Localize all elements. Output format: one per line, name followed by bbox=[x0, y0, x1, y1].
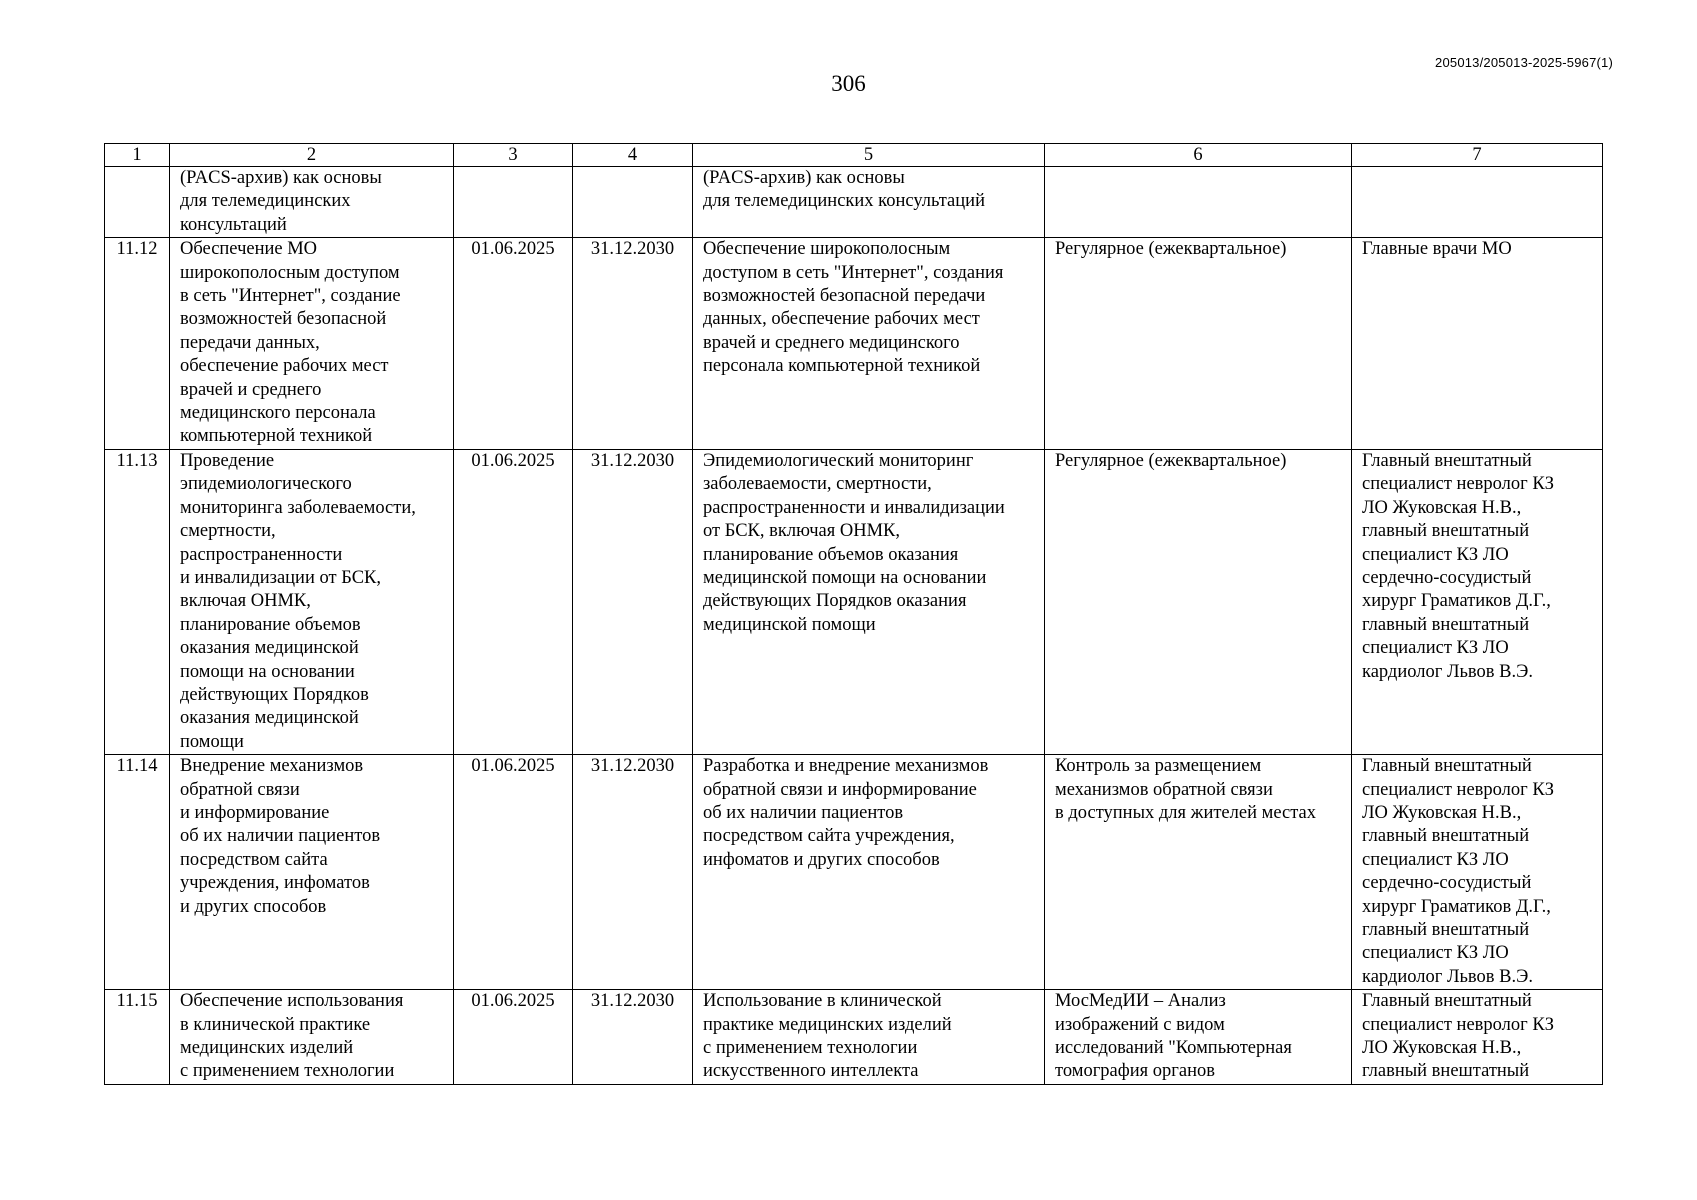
result-cell: Эпидемиологический мониторинг заболеваемости, смертности, распространенности и инвалидизации от БСК, включая ОНМК, планирование объемов оказания медицинской помощи на основании действующих Порядков оказания медицинской помощи bbox=[693, 449, 1045, 754]
column-header: 5 bbox=[693, 144, 1045, 167]
start-date-cell bbox=[454, 167, 573, 238]
control-cell: Контроль за размещением механизмов обратной связи в доступных для жителей местах bbox=[1045, 755, 1352, 990]
page-number: 306 bbox=[831, 71, 866, 96]
measures-table bbox=[104, 143, 1603, 1085]
table-row bbox=[105, 238, 1603, 450]
result-cell: (PACS-архив) как основы для телемедицинских консультаций bbox=[693, 167, 1045, 238]
responsible-cell: Главный внештатный специалист невролог КЗ ЛО Жуковская Н.В., главный внештатный специалист КЗ ЛО сердечно-сосудистый хирург Граматиков Д.Г., главный внештатный специалист КЗ ЛО кардиолог Львов В.Э. bbox=[1352, 755, 1603, 990]
start-date-cell: 01.06.2025 bbox=[454, 238, 573, 450]
result-cell: Разработка и внедрение механизмов обратной связи и информирование об их наличии пациентов посредством сайта учреждения, инфоматов и других способов bbox=[693, 755, 1045, 990]
column-header: 4 bbox=[573, 144, 693, 167]
responsible-cell: Главный внештатный специалист невролог КЗ ЛО Жуковская Н.В., главный внештатный bbox=[1352, 990, 1603, 1085]
row-number-cell: 11.14 bbox=[105, 755, 170, 990]
end-date-cell: 31.12.2030 bbox=[573, 238, 693, 450]
table-header-row bbox=[105, 144, 1603, 167]
result-cell: Использование в клинической практике медицинских изделий с применением технологии искусственного интеллекта bbox=[693, 990, 1045, 1085]
control-cell: Регулярное (ежеквартальное) bbox=[1045, 238, 1352, 450]
responsible-cell: Главные врачи МО bbox=[1352, 238, 1603, 450]
row-number-cell: 11.13 bbox=[105, 449, 170, 754]
end-date-cell bbox=[573, 167, 693, 238]
end-date-cell: 31.12.2030 bbox=[573, 449, 693, 754]
end-date-cell: 31.12.2030 bbox=[573, 755, 693, 990]
column-header: 2 bbox=[170, 144, 454, 167]
column-header: 6 bbox=[1045, 144, 1352, 167]
result-cell: Обеспечение широкополосным доступом в сеть "Интернет", создания возможностей безопасной передачи данных, обеспечение рабочих мест врачей и среднего медицинского персонала компьютерной техникой bbox=[693, 238, 1045, 450]
measure-cell: Обеспечение МО широкополосным доступом в сеть "Интернет", создание возможностей безопасной передачи данных, обеспечение рабочих мест врачей и среднего медицинского персонала компьютерной техникой bbox=[170, 238, 454, 450]
responsible-cell: Главный внештатный специалист невролог КЗ ЛО Жуковская Н.В., главный внештатный специалист КЗ ЛО сердечно-сосудистый хирург Граматиков Д.Г., главный внештатный специалист КЗ ЛО кардиолог Львов В.Э. bbox=[1352, 449, 1603, 754]
table-row bbox=[105, 990, 1603, 1085]
measure-cell: Обеспечение использования в клинической практике медицинских изделий с применением технологии bbox=[170, 990, 454, 1085]
column-header: 3 bbox=[454, 144, 573, 167]
document-id: 205013/205013-2025-5967(1) bbox=[1435, 55, 1613, 70]
table-row bbox=[105, 449, 1603, 754]
start-date-cell: 01.06.2025 bbox=[454, 990, 573, 1085]
responsible-cell bbox=[1352, 167, 1603, 238]
control-cell bbox=[1045, 167, 1352, 238]
measure-cell: Проведение эпидемиологического мониторинга заболеваемости, смертности, распространенности и инвалидизации от БСК, включая ОНМК, планирование объемов оказания медицинской помощи на основании действующих Порядков оказания медицинской помощи bbox=[170, 449, 454, 754]
start-date-cell: 01.06.2025 bbox=[454, 449, 573, 754]
table-row bbox=[105, 755, 1603, 990]
start-date-cell: 01.06.2025 bbox=[454, 755, 573, 990]
column-header: 7 bbox=[1352, 144, 1603, 167]
table-row bbox=[105, 167, 1603, 238]
row-number-cell: 11.15 bbox=[105, 990, 170, 1085]
row-number-cell bbox=[105, 167, 170, 238]
column-header: 1 bbox=[105, 144, 170, 167]
control-cell: Регулярное (ежеквартальное) bbox=[1045, 449, 1352, 754]
measure-cell: (PACS-архив) как основы для телемедицинских консультаций bbox=[170, 167, 454, 238]
control-cell: МосМедИИ – Анализ изображений с видом исследований "Компьютерная томография органов bbox=[1045, 990, 1352, 1085]
row-number-cell: 11.12 bbox=[105, 238, 170, 450]
end-date-cell: 31.12.2030 bbox=[573, 990, 693, 1085]
measure-cell: Внедрение механизмов обратной связи и информирование об их наличии пациентов посредством сайта учреждения, инфоматов и других способов bbox=[170, 755, 454, 990]
